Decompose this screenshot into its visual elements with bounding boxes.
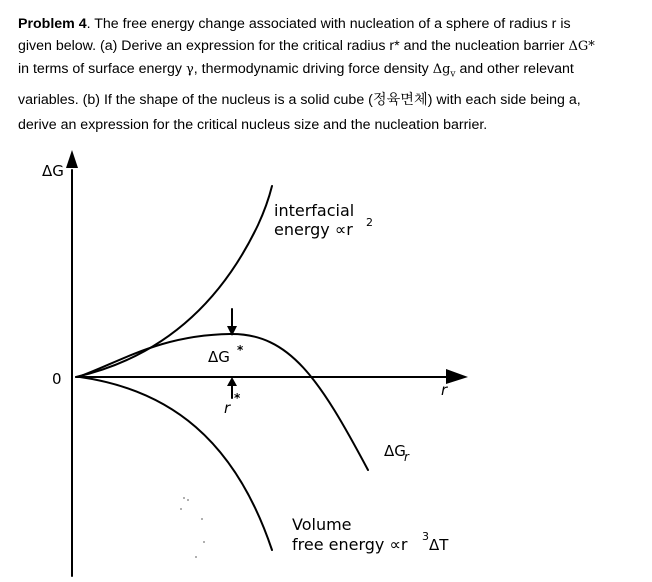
interfacial-label-exponent: 2	[366, 216, 373, 229]
surface-energy-symbol: γ	[185, 62, 194, 77]
driving-force-subscript: v	[450, 69, 456, 80]
problem-line-5: derive an expression for the critical nucleus size and the nucleation barrier.	[18, 116, 488, 133]
critical-radius-arrowhead	[227, 377, 237, 386]
problem-line-1-text: . The free energy change associated with nucleation of a sphere of radius r is	[86, 16, 571, 32]
volume-label-line-1: Volume	[292, 515, 352, 534]
origin-label: 0	[52, 370, 62, 388]
interfacial-label-line-2: energy ∝r	[274, 220, 353, 239]
driving-force-base: Δg	[432, 62, 451, 77]
volume-label-line-2: free energy ∝r	[292, 535, 408, 554]
volume-label-exponent: 3	[422, 530, 429, 543]
critical-radius-label: r	[224, 399, 231, 417]
nucleation-barrier-symbol: ΔG*	[568, 39, 595, 54]
volume-label-suffix: ΔT	[429, 536, 449, 554]
y-axis-arrowhead	[66, 150, 78, 168]
x-axis-label: r	[441, 381, 448, 399]
problem-line-3-text-a: in terms of surface energy	[18, 61, 186, 77]
volume-free-energy-curve	[80, 377, 272, 550]
problem-line-4: variables. (b) If the shape of the nucleus is a solid cube (정육면체) with each side being a,	[18, 91, 581, 108]
scan-specks	[180, 497, 205, 558]
barrier-label: ΔG	[208, 348, 230, 366]
total-energy-label: ΔG	[384, 442, 406, 460]
barrier-label-star: *	[237, 343, 244, 357]
y-axis-label: ΔG	[42, 162, 64, 180]
x-axis-arrowhead	[446, 369, 468, 384]
total-energy-subscript: r	[404, 450, 409, 464]
problem-heading: Problem 4	[18, 16, 87, 32]
problem-line-2-text: given below. (a) Derive an expression for the critical radius r* and the nucleation barrier	[18, 38, 569, 54]
critical-radius-star: *	[234, 391, 241, 405]
problem-line-3-text-c: and other relevant	[455, 61, 574, 77]
interfacial-label-line-1: interfacial	[274, 201, 355, 220]
problem-line-3-text-b: , thermodynamic driving force density	[193, 61, 433, 77]
